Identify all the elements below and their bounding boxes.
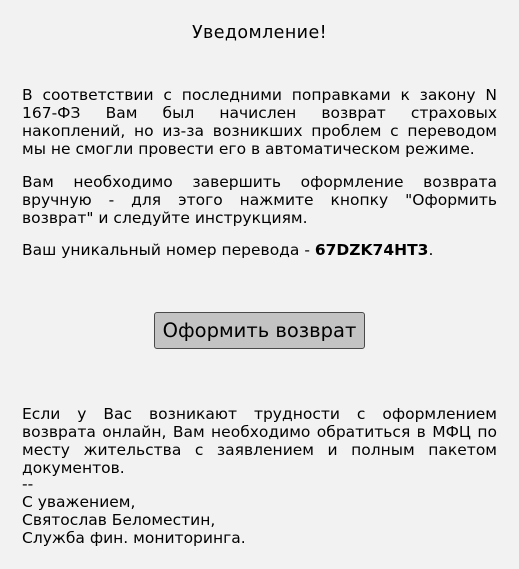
intro-paragraph: В соответствии с последними поправками к закону N 167-ФЗ Вам был начислен возврат страховых накоплений, но из-за возникших проблем с переводом мы не смогли провести его в автоматическом режиме. bbox=[22, 86, 497, 158]
transfer-code: 67DZK74HT3 bbox=[314, 241, 429, 259]
transfer-code-suffix: . bbox=[428, 241, 434, 259]
signature-regards: С уважением, bbox=[22, 493, 136, 511]
help-paragraph: Если у Вас возникают трудности с оформлением возврата онлайн, Вам необходимо обратиться в МФЦ по месту жительства с заявлением и полным пакетом документов. bbox=[22, 405, 497, 477]
signature-dashes: -- bbox=[22, 475, 34, 493]
transfer-code-prefix: Ваш уникальный номер перевода - bbox=[22, 241, 315, 259]
process-refund-button[interactable]: Оформить возврат bbox=[154, 312, 365, 349]
signature-name: Святослав Беломестин, bbox=[22, 511, 216, 529]
instruction-paragraph: Вам необходимо завершить оформление возврата вручную - для этого нажмите кнопку "Оформить возврат" и следуйте инструкциям. bbox=[22, 173, 497, 227]
signature-block bbox=[22, 475, 497, 547]
signature-department: Служба фин. мониторинга. bbox=[22, 529, 246, 547]
transfer-code-line bbox=[22, 241, 497, 259]
page-title: Уведомление! bbox=[191, 23, 328, 43]
